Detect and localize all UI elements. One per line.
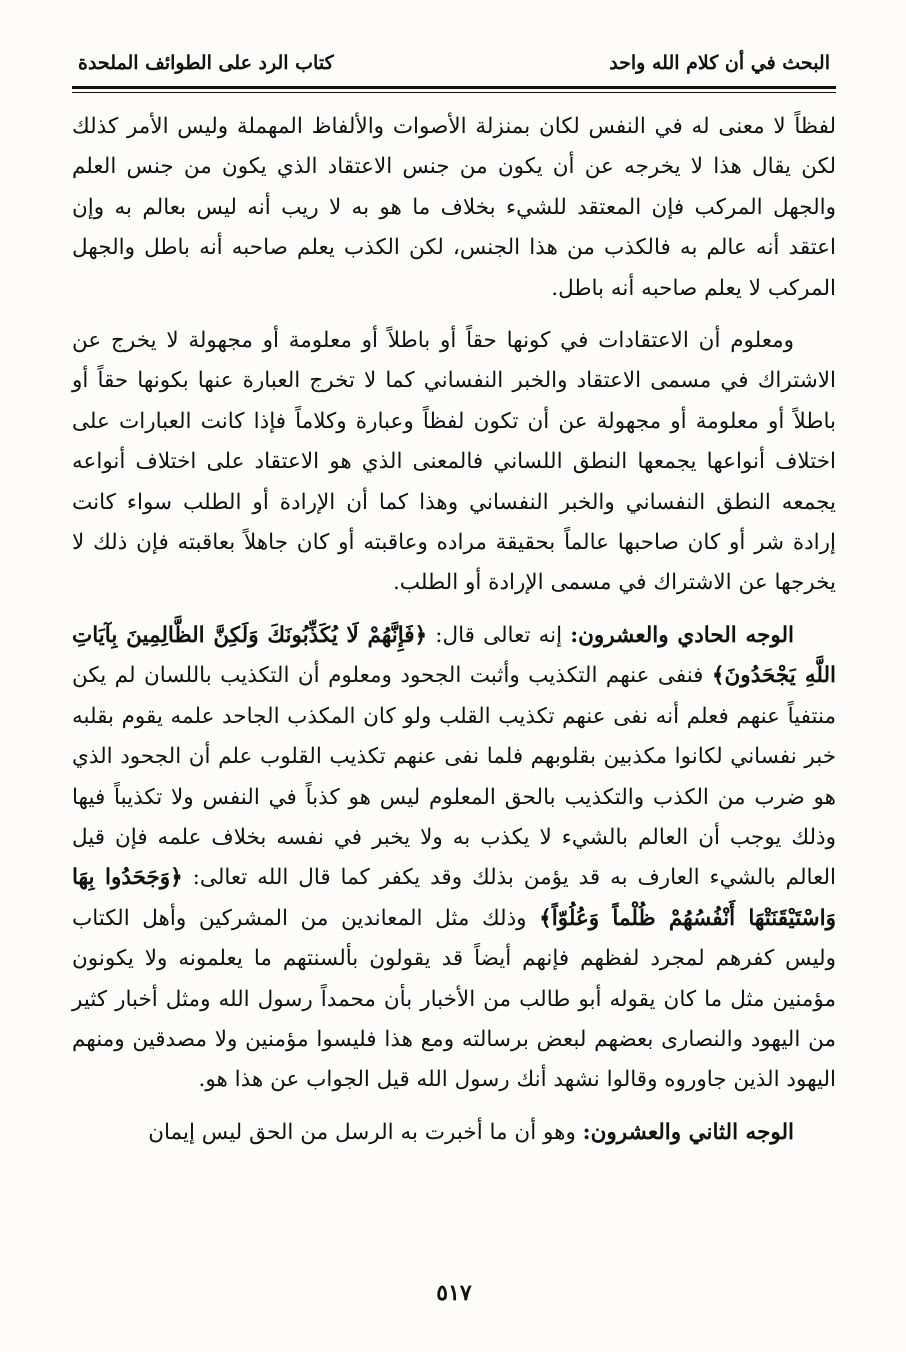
paragraph-3-end: وذلك مثل المعاندين من المشركين وأهل الكتاب وليس كفرهم لمجرد لفظهم فإنهم أيضاً قد يقولون بألسنتهم ما يعلمونه ولا يكونون مؤمنين مثل ما كان يقوله أبو طالب من الأخبار بأن محمداً رسول الله ومثل أخبار كثير من اليهود والنصارى بعضهم لبعض برسالته ومع هذا فليسوا مؤمنين ولا مصدقين ومنهم اليهود الذين جاوروه وقالوا نشهد أنك رسول الله قيل الجواب عن هذا هو. xyxy=(72,905,836,1093)
paragraph-3-middle: فنفى عنهم التكذيب وأثبت الجحود ومعلوم أن التكذيب باللسان لم يكن منتفياً عنهم فعلم أنه نفى عنهم تكذيب القلب ولو كان المكذب الجاحد علمه يقوم بقلبه خبر نفساني لكانوا مكذبين بقلوبهم فلما نفى عنهم تكذيب القلوب علم أن الجحود الذي هو ضرب من الكذب والتكذيب بالحق المعلوم ليس هو كذباً في النفس ولا تكذيباً فيها وذلك يوجب أن العالم بالشيء لا يكذب به ولا يخبر في نفسه بخلاف علمه فإن قيل العالم بالشيء العارف به قد يؤمن بذلك وقد يكفر كما قال الله تعالى: xyxy=(72,663,836,891)
book-page xyxy=(72,52,836,1352)
section-heading-21: الوجه الحادي والعشرون: xyxy=(570,622,794,648)
paragraph-2: ومعلوم أن الاعتقادات في كونها حقاً أو باطلاً أو معلومة أو مجهولة لا يخرج عن الاشتراك في مسمى الاعتقاد والخبر النفساني كما لا تخرج العبارة عنها بكونها حقاً أو باطلاً أو معلومة أو مجهولة عن أن تكون لفظاً وعبارة وكلاماً فإذا كانت العبارات على اختلاف أنواعها يجمعها النطق اللساني فالمعنى الذي هو الاعتقاد على اختلاف أنواعه يجمعه النطق النفساني والخبر النفساني وهذا كما أن الإرادة أو الطلب سواء كانت إرادة شر أو كان صاحبها عالماً بحقيقة مراده وعاقبته أو كان جاهلاً بعاقبته فإن ذلك لا يخرجها عن الاشتراك في مسمى الإرادة أو الطلب. xyxy=(72,328,836,596)
header-rule-thick xyxy=(72,86,836,89)
quran-verse-1: ﴿فَإِنَّهُمْ لَا يُكَذِّبُونَكَ وَلَكِنَّ الظَّالِمِينَ بِآيَاتِ اللَّهِ يَجْحَدُونَ﴾ xyxy=(72,622,836,689)
header-right-title: البحث في أن كلام الله واحد xyxy=(609,52,830,74)
paragraph-4-text: وهو أن ما أخبرت به الرسل من الحق ليس إيمان xyxy=(148,1119,583,1145)
page-body xyxy=(72,107,836,1153)
header-left-title: كتاب الرد على الطوائف الملحدة xyxy=(78,52,334,74)
paragraph-4 xyxy=(72,1113,836,1153)
section-heading-22: الوجه الثاني والعشرون: xyxy=(582,1119,794,1145)
header-rule-thin xyxy=(72,92,836,93)
paragraph-3 xyxy=(72,616,836,1101)
page-number: ٥١٧ xyxy=(436,1280,472,1306)
quran-verse-2: ﴿وَجَحَدُوا بِهَا وَاسْتَيْقَنَتْهَا أَنْفُسُهُمْ ظُلْماً وَعُلُوّاً﴾ xyxy=(72,865,836,931)
paragraph-1: لفظاً لا معنى له في النفس لكان بمنزلة الأصوات والألفاظ المهملة وليس الأمر كذلك لكن يقال هذا لا يخرجه عن أن يكون من جنس الاعتقاد الذي يكون من جنس العلم والجهل المركب فإن المعتقد للشيء بخلاف ما هو به لا ريب أنه ليس بعالم به وإن اعتقد أنه عالم به فالكذب من هذا الجنس، لكن الكذب يعلم صاحبه أنه باطل والجهل المركب لا يعلم صاحبه أنه باطل. xyxy=(72,114,837,301)
running-header xyxy=(72,52,836,86)
paragraph-3-intro: إنه تعالى قال: xyxy=(427,622,571,648)
